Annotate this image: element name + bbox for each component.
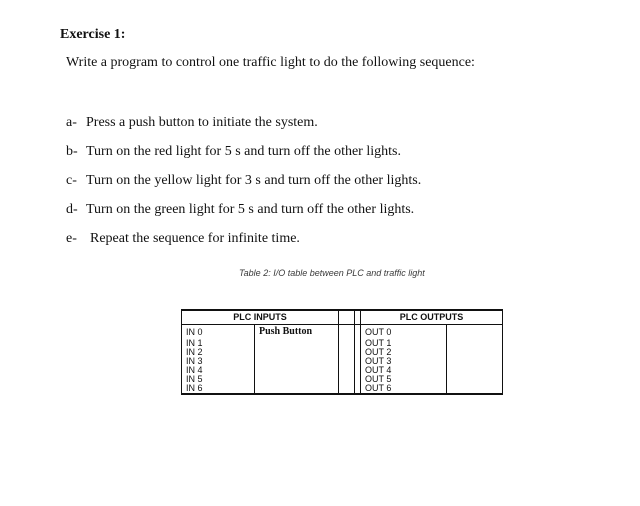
input-cell: IN 4 xyxy=(182,366,255,375)
output-cell: OUT 0 xyxy=(361,325,447,340)
output-desc-cell xyxy=(447,348,503,357)
step-label: b- xyxy=(66,144,78,159)
step-text: Repeat the sequence for infinite time. xyxy=(90,231,300,246)
output-desc-cell xyxy=(447,366,503,375)
input-desc-cell xyxy=(255,339,339,348)
output-cell: OUT 6 xyxy=(361,384,447,394)
output-desc-cell xyxy=(447,375,503,384)
output-desc-cell xyxy=(447,325,503,340)
step-a xyxy=(66,115,318,131)
output-desc-cell xyxy=(447,384,503,394)
input-desc-cell xyxy=(255,384,339,394)
output-cell: OUT 5 xyxy=(361,375,447,384)
step-text: Turn on the yellow light for 3 s and turn off the other lights. xyxy=(86,173,422,188)
table-row xyxy=(182,375,503,384)
table-row xyxy=(182,384,503,394)
table-row xyxy=(182,357,503,366)
output-desc-cell xyxy=(447,357,503,366)
push-button-cell: Push Button xyxy=(255,325,339,340)
output-desc-cell xyxy=(447,339,503,348)
output-cell: OUT 3 xyxy=(361,357,447,366)
step-c xyxy=(66,173,421,189)
step-b xyxy=(66,144,401,160)
step-text: Turn on the green light for 5 s and turn off the other lights. xyxy=(86,202,415,217)
table-caption: Table 2: I/O table between PLC and traffic light xyxy=(239,268,425,278)
input-cell: IN 5 xyxy=(182,375,255,384)
output-cell: OUT 1 xyxy=(361,339,447,348)
input-desc-cell xyxy=(255,357,339,366)
plc-inputs-header: PLC INPUTS xyxy=(182,310,339,325)
exercise-title: Exercise 1: xyxy=(60,27,126,42)
output-cell: OUT 4 xyxy=(361,366,447,375)
input-desc-cell xyxy=(255,366,339,375)
table-row xyxy=(182,339,503,348)
step-text: Press a push button to initiate the system. xyxy=(86,115,318,130)
input-cell: IN 6 xyxy=(182,384,255,394)
io-table xyxy=(181,309,503,395)
step-label: a- xyxy=(66,115,77,130)
step-label: d- xyxy=(66,202,78,217)
exercise-intro: Write a program to control one traffic light to do the following sequence: xyxy=(66,55,475,70)
input-cell: IN 0 xyxy=(182,325,255,340)
input-cell: IN 2 xyxy=(182,348,255,357)
plc-outputs-header: PLC OUTPUTS xyxy=(361,310,503,325)
input-cell: IN 1 xyxy=(182,339,255,348)
step-text: Turn on the red light for 5 s and turn off the other lights. xyxy=(86,144,401,159)
table-row xyxy=(182,348,503,357)
input-desc-cell xyxy=(255,348,339,357)
table-row xyxy=(182,325,503,340)
table-header-row xyxy=(182,310,503,325)
table-row xyxy=(182,366,503,375)
step-label: c- xyxy=(66,173,77,188)
step-e xyxy=(66,231,300,247)
step-d xyxy=(66,202,414,218)
input-cell: IN 3 xyxy=(182,357,255,366)
output-cell: OUT 2 xyxy=(361,348,447,357)
table-gap xyxy=(339,310,355,325)
step-label: e- xyxy=(66,231,77,246)
input-desc-cell xyxy=(255,375,339,384)
